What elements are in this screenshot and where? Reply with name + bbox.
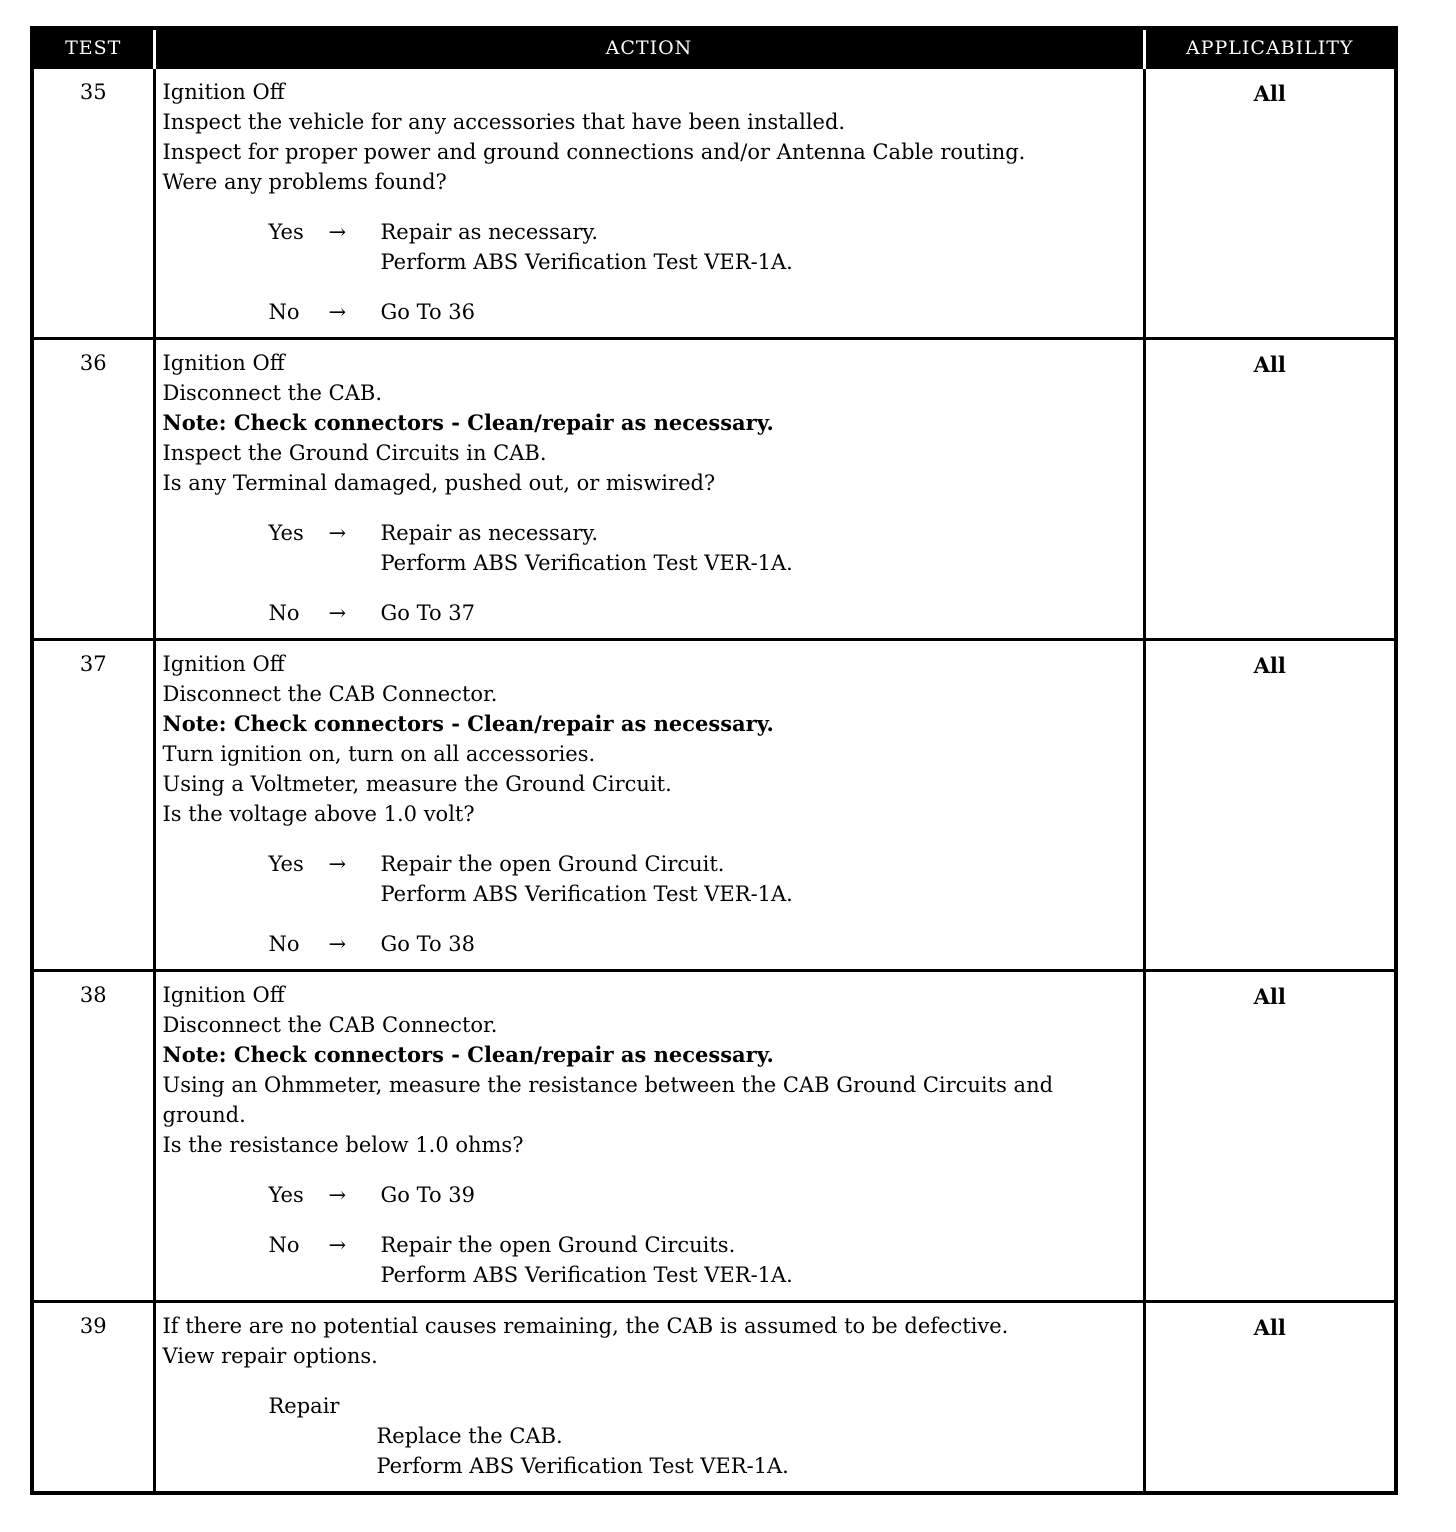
branch-result: [381, 297, 1135, 327]
action-step: Is the voltage above 1.0 volt?: [162, 802, 475, 826]
branch-label: No: [268, 300, 300, 324]
header-test: TEST: [32, 28, 154, 68]
header-applicability: APPLICABILITY: [1144, 28, 1396, 68]
action-step: Ignition Off: [162, 983, 285, 1007]
branch-result: [381, 929, 1135, 959]
action-step: Turn ignition on, turn on all accessories.: [162, 742, 596, 766]
action-cell: [154, 339, 1144, 640]
action-step: Disconnect the CAB.: [162, 381, 382, 405]
branch-result: [381, 1180, 1135, 1210]
test-number: 36: [32, 339, 154, 640]
branch-yes: [269, 518, 1135, 578]
action-step: Were any problems found?: [162, 170, 447, 194]
test-number: 37: [32, 640, 154, 971]
arrow-right-icon: →: [328, 932, 347, 956]
branch-result-line: Repair the open Ground Circuit.: [380, 852, 725, 876]
branch-yes: [269, 849, 1135, 909]
branch-no: [269, 1230, 1135, 1290]
note-text: Note: Check connectors - Clean/repair as necessary.: [162, 711, 774, 736]
action-step: Ignition Off: [162, 80, 285, 104]
action-step: If there are no potential causes remaining, the CAB is assumed to be defective.: [162, 1314, 1009, 1338]
table-row: [32, 640, 1396, 971]
applicability-value: All: [1144, 971, 1396, 1302]
action-step: View repair options.: [162, 1344, 378, 1368]
branch-result-line: Perform ABS Verification Test VER-1A.: [380, 551, 793, 575]
applicability-value: All: [1144, 1302, 1396, 1494]
applicability-value: All: [1144, 68, 1396, 339]
action-step: Inspect the Ground Circuits in CAB.: [162, 441, 547, 465]
action-step: Using an Ohmmeter, measure the resistance between the CAB Ground Circuits and ground.: [162, 1073, 1054, 1127]
arrow-right-icon: →: [328, 300, 347, 324]
action-step: Ignition Off: [162, 652, 285, 676]
branch-result-line: Go To 37: [380, 601, 476, 625]
branch-label: Yes: [268, 521, 304, 545]
branch-label: Yes: [268, 852, 304, 876]
branch-label: No: [268, 601, 300, 625]
branch-result-line: Repair as necessary.: [380, 521, 599, 545]
action-step: Inspect the vehicle for any accessories that have been installed.: [162, 110, 846, 134]
branch-no: [269, 598, 1135, 628]
branch-result: [381, 1230, 1135, 1290]
test-number: 35: [32, 68, 154, 339]
arrow-right-icon: →: [328, 852, 347, 876]
repair-label: Repair: [268, 1394, 340, 1418]
branch-result-line: Go To 39: [380, 1183, 476, 1207]
action-step: Disconnect the CAB Connector.: [162, 1013, 498, 1037]
applicability-value: All: [1144, 339, 1396, 640]
diagnostic-test-table: [30, 26, 1398, 1495]
branch-result-line: Perform ABS Verification Test VER-1A.: [380, 1263, 793, 1287]
applicability-value: All: [1144, 640, 1396, 971]
branch-result-line: Perform ABS Verification Test VER-1A.: [380, 882, 793, 906]
branch-yes: [269, 217, 1135, 277]
table-header-row: [32, 28, 1396, 68]
action-step: Disconnect the CAB Connector.: [162, 682, 498, 706]
action-cell: [154, 640, 1144, 971]
branch-result: [381, 518, 1135, 578]
arrow-right-icon: →: [328, 220, 347, 244]
branch-result-line: Go To 36: [380, 300, 476, 324]
branch-result: [381, 598, 1135, 628]
branch-label: Yes: [268, 1183, 304, 1207]
note-text: Note: Check connectors - Clean/repair as necessary.: [162, 1042, 774, 1067]
branch-label: No: [268, 932, 300, 956]
action-cell: [154, 971, 1144, 1302]
test-number: 39: [32, 1302, 154, 1494]
branch-no: [269, 297, 1135, 327]
branch-label: No: [268, 1233, 300, 1257]
action-step: Is the resistance below 1.0 ohms?: [162, 1133, 524, 1157]
arrow-right-icon: →: [328, 601, 347, 625]
action-step: Is any Terminal damaged, pushed out, or miswired?: [162, 471, 716, 495]
repair-step: Perform ABS Verification Test VER-1A.: [376, 1454, 789, 1478]
branch-result: [381, 217, 1135, 277]
arrow-right-icon: →: [328, 521, 347, 545]
arrow-right-icon: →: [328, 1233, 347, 1257]
table-row: [32, 971, 1396, 1302]
branch-result-line: Repair the open Ground Circuits.: [380, 1233, 736, 1257]
arrow-right-icon: →: [328, 1183, 347, 1207]
action-step: Inspect for proper power and ground connections and/or Antenna Cable routing.: [162, 140, 1026, 164]
repair-step: Replace the CAB.: [376, 1424, 563, 1448]
branch-result-line: Repair as necessary.: [380, 220, 599, 244]
branch-no: [269, 929, 1135, 959]
table-row: [32, 68, 1396, 339]
table-row: [32, 1302, 1396, 1494]
branch-result: [381, 849, 1135, 909]
branch-result-line: Perform ABS Verification Test VER-1A.: [380, 250, 793, 274]
header-action: ACTION: [154, 28, 1144, 68]
action-cell: [154, 68, 1144, 339]
table-body: [32, 68, 1396, 1494]
table-row: [32, 339, 1396, 640]
action-cell: [154, 1302, 1144, 1494]
repair-options: [269, 1391, 1135, 1481]
note-text: Note: Check connectors - Clean/repair as necessary.: [162, 410, 774, 435]
test-number: 38: [32, 971, 154, 1302]
repair-steps: [377, 1421, 1135, 1481]
action-step: Using a Voltmeter, measure the Ground Circuit.: [162, 772, 672, 796]
branch-yes: [269, 1180, 1135, 1210]
branch-label: Yes: [268, 220, 304, 244]
branch-result-line: Go To 38: [380, 932, 476, 956]
action-step: Ignition Off: [162, 351, 285, 375]
